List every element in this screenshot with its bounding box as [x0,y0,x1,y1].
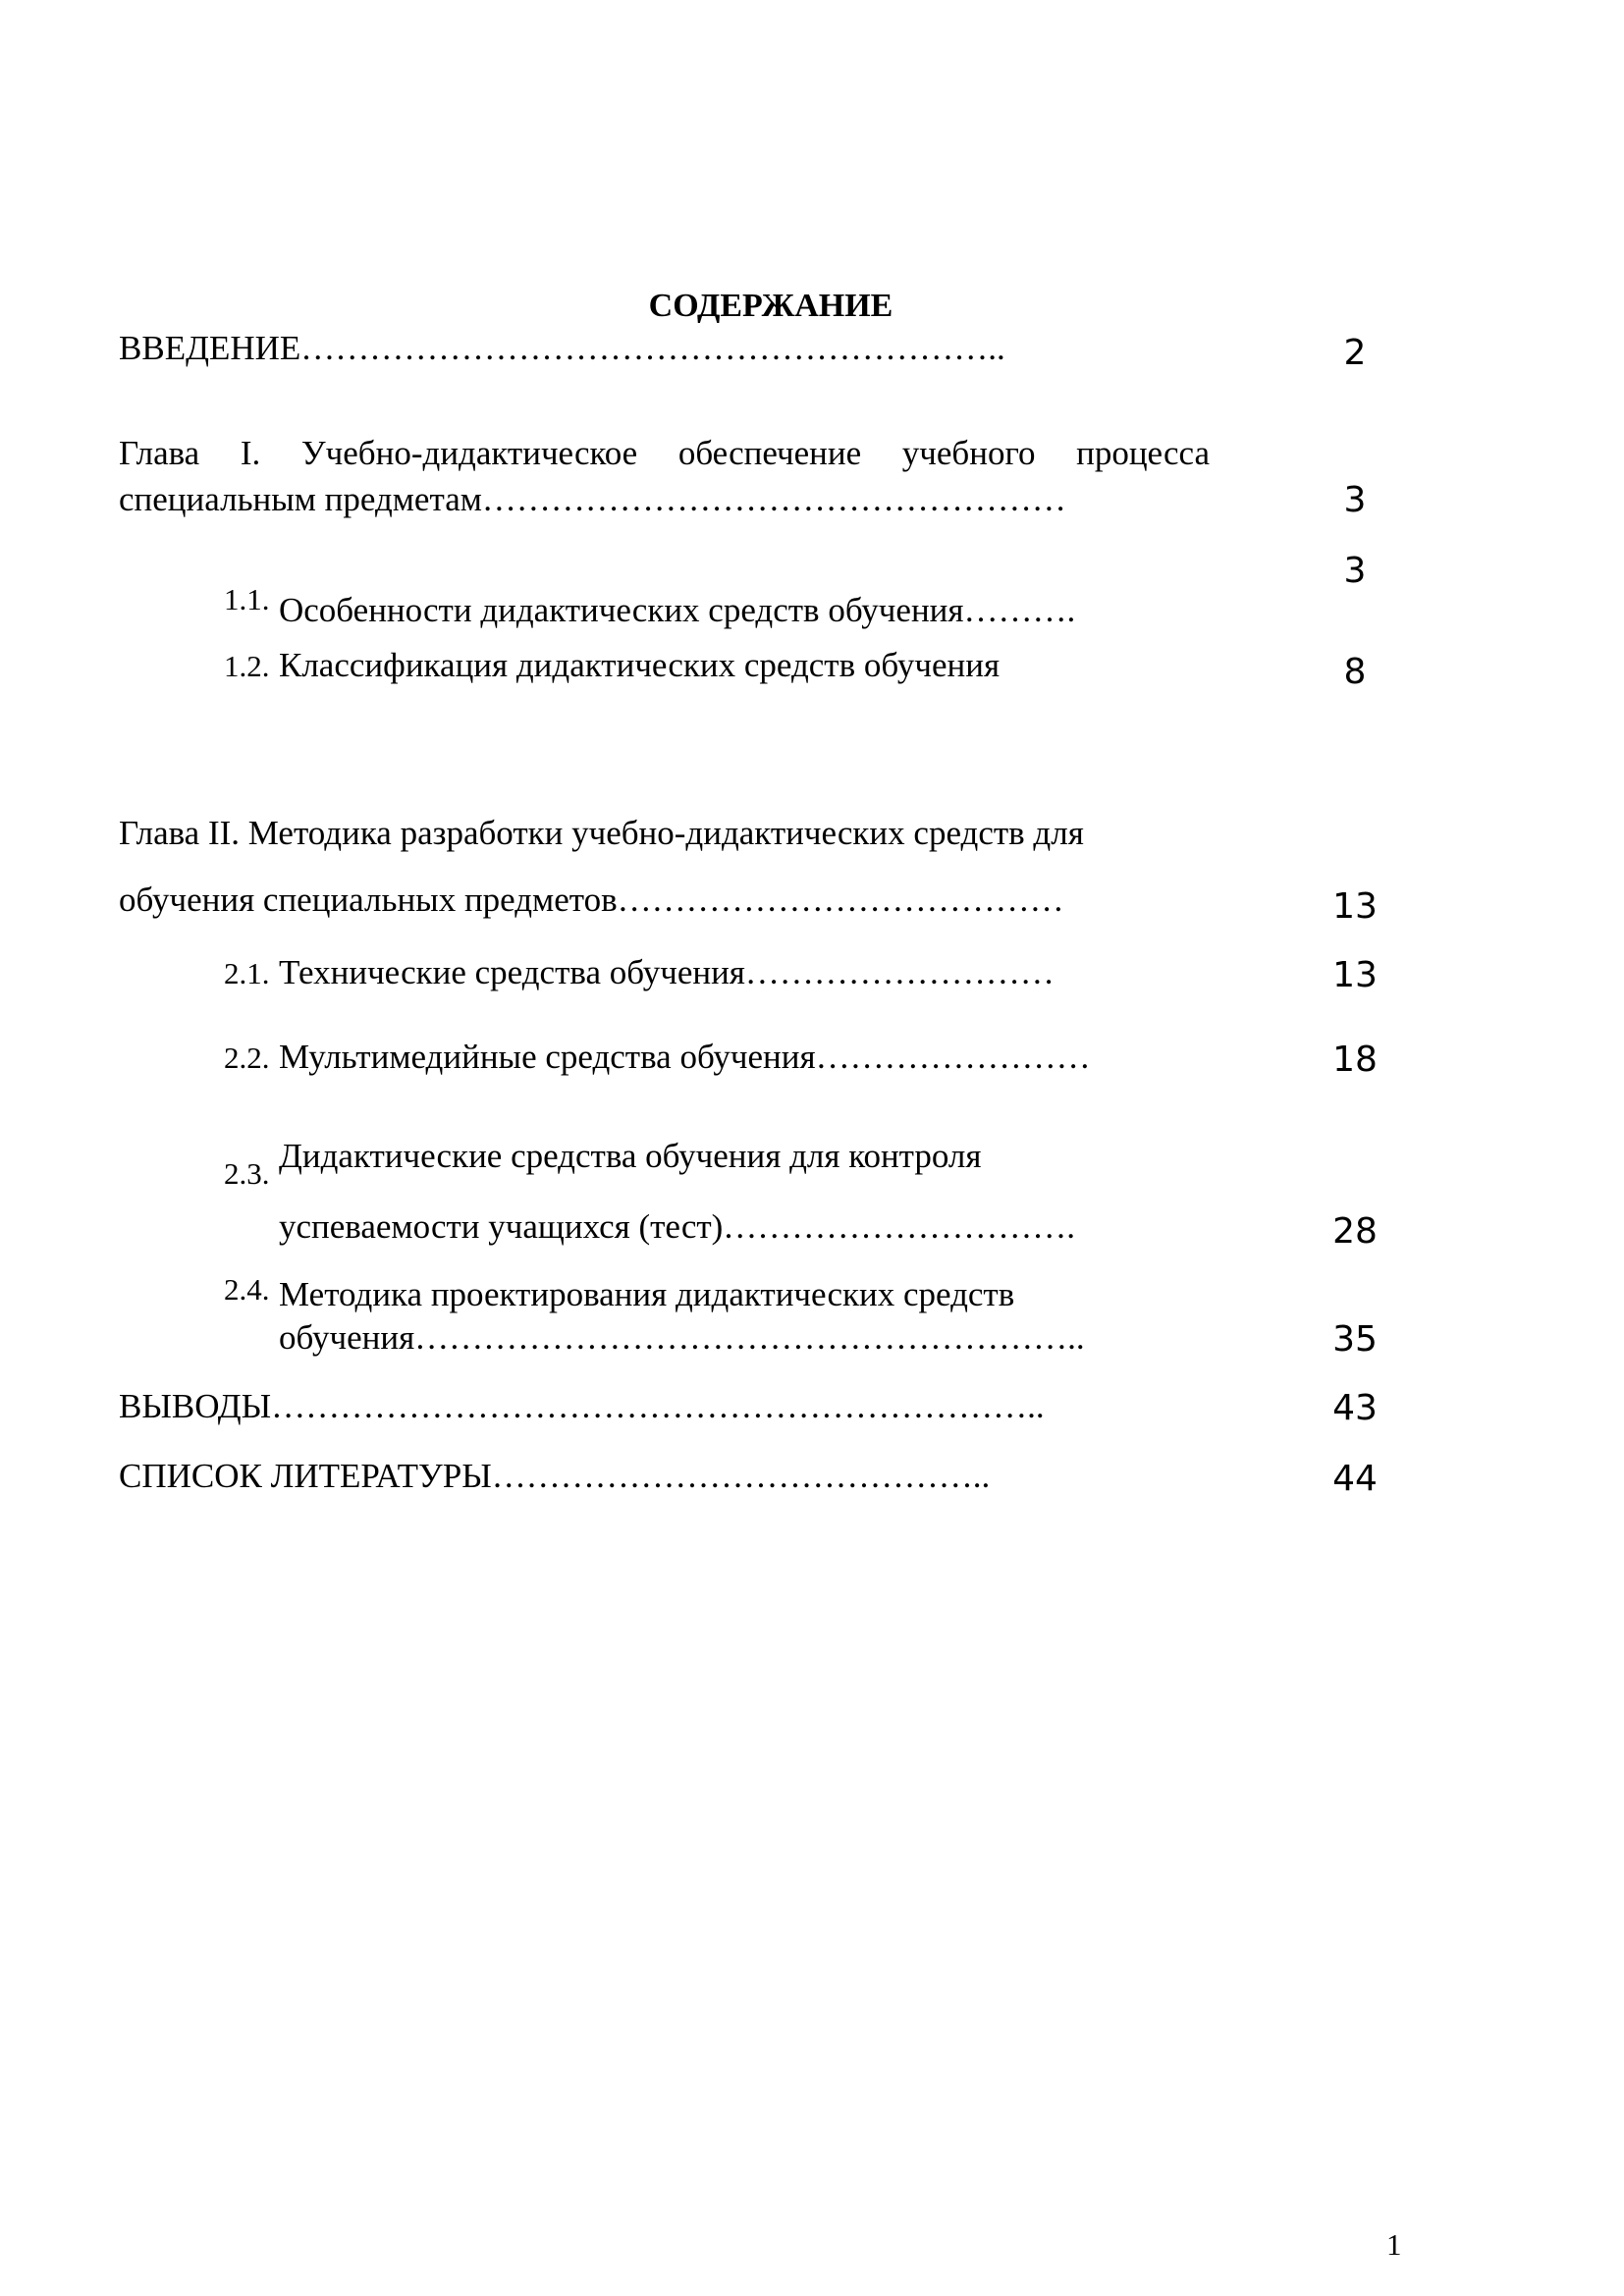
toc-page-number: 3 [1343,480,1367,520]
toc-title: СОДЕРЖАНИЕ [648,288,893,324]
toc-entry-text-line1: Глава II. Методика разработки учебно-дидактических средств для [119,814,1084,852]
toc-entry-text: СПИСОК ЛИТЕРАТУРЫ…………………………………….. [119,1457,991,1495]
toc-section-number: 1.2. [224,649,270,683]
toc-entry-text-line1: Глава I. Учебно-дидактическое обеспечение учебного процесса [119,434,1210,472]
toc-entry-text-line2: специальным предметам…………………………………………… [119,480,1066,518]
toc-page-number: 28 [1332,1211,1378,1252]
toc-entry-text-line1: Дидактические средства обучения для контроля [279,1137,982,1175]
toc-page-number: 35 [1332,1319,1378,1360]
toc-section-number: 2.3. [224,1156,270,1191]
toc-page-number: 43 [1332,1388,1378,1428]
toc-section-number: 2.2. [224,1041,270,1075]
toc-section-number: 1.1. [224,582,270,616]
toc-section-number: 2.4. [224,1272,270,1307]
page-number: 1 [1386,2227,1402,2262]
toc-entry-text: ВВЕДЕНИЕ…………………………………………………….. [119,329,1005,367]
toc-entry-text-line2: обучения………………………………………………….. [279,1318,1085,1357]
toc-entry-text-line1: Методика проектирования дидактических средств [279,1275,1015,1313]
toc-entry-text: Классификация дидактических средств обучения [279,646,1001,684]
toc-entry-text: ВЫВОДЫ………………………………………………………….. [119,1387,1045,1425]
toc-page-number: 2 [1343,333,1367,373]
toc-section-number: 2.1. [224,956,270,990]
toc-entry-text-line2: обучения специальных предметов………………………………… [119,881,1064,919]
toc-page-number: 3 [1343,551,1367,591]
toc-page-number: 13 [1332,886,1378,927]
toc-entry-text: Особенности дидактических средств обучения………. [279,591,1076,629]
toc-page-number: 44 [1332,1459,1378,1499]
toc-page-number: 18 [1332,1040,1378,1080]
toc-entry-text: Технические средства обучения……………………… [279,953,1055,991]
toc-page-number: 8 [1343,652,1367,692]
toc-entry-text: Мультимедийные средства обучения…………………… [279,1038,1091,1076]
toc-entry-text-line2: успеваемости учащихся (тест)…………………………. [279,1207,1076,1246]
toc-page-number: 13 [1332,955,1378,995]
